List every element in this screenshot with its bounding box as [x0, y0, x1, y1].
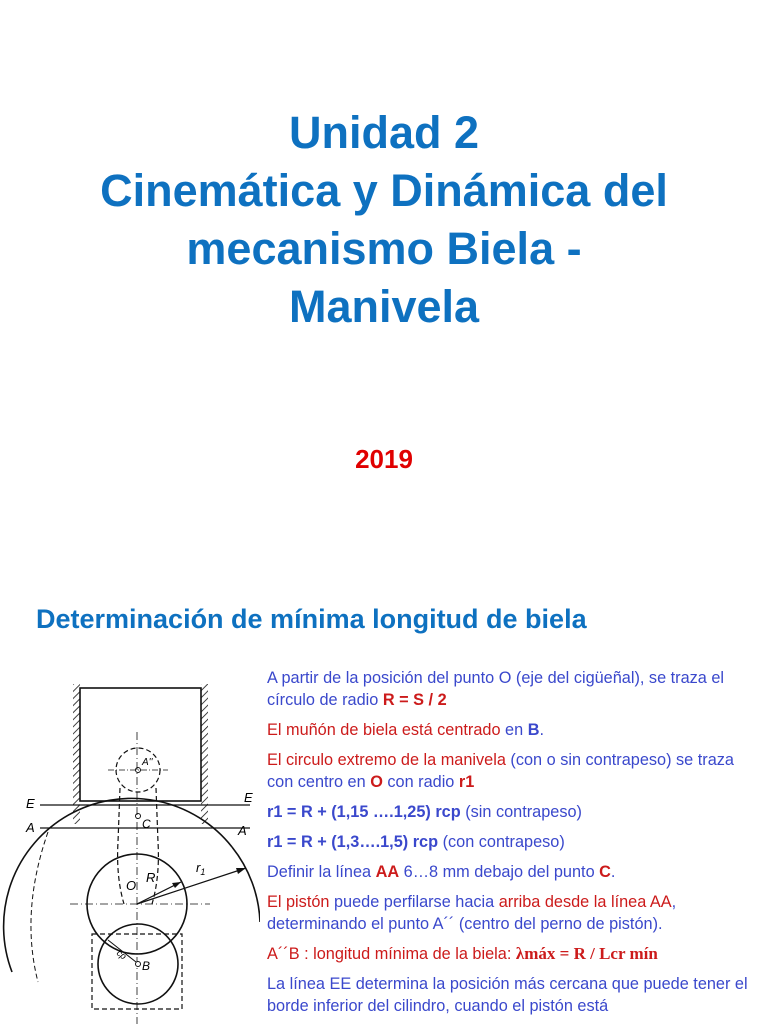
- label-a-double-prime: A'': [142, 757, 153, 768]
- paragraph-8: [267, 943, 762, 965]
- text-run: λmáx = R / Lcr mín: [515, 944, 658, 963]
- text-run: arriba desde la línea AA: [498, 893, 672, 911]
- label-r: R: [146, 870, 156, 885]
- piston-outline: [80, 688, 201, 801]
- text-run: , determinando el punto A´´ (centro del perno de pistón).: [267, 893, 677, 933]
- text-run: AA: [375, 863, 400, 881]
- section-heading: Determinación de mínima longitud de biela: [36, 604, 587, 634]
- text-run: r1 = R + (1,3….1,5) rcp: [267, 833, 439, 851]
- paragraph-3: [267, 749, 762, 793]
- diagram-svg: [0, 672, 260, 1024]
- text-run: en: [505, 721, 528, 739]
- point-b-marker: [136, 962, 141, 967]
- label-a-left: A: [26, 820, 35, 835]
- point-c-marker: [136, 814, 141, 819]
- text-run: (con o sin contrapeso) se traza con centro en: [267, 751, 734, 791]
- cylinder-wall-right: [201, 684, 208, 824]
- text-run: A partir de la posición del punto O (eje del cigüeñal), se traza el círculo de radio: [267, 669, 725, 709]
- title-line-2: Cinemática y Dinámica del: [100, 165, 668, 216]
- text-run: O: [370, 773, 383, 791]
- text-run: El pistón: [267, 893, 334, 911]
- text-run: puede perfilarse hacia: [333, 893, 499, 911]
- label-e-right: E: [244, 790, 253, 805]
- text-run: con radio: [382, 773, 459, 791]
- text-run: 6…8 mm debajo del punto: [399, 863, 600, 881]
- text-run: C: [599, 863, 611, 881]
- text-run: R = S / 2: [382, 691, 447, 709]
- label-b: B: [142, 959, 151, 973]
- slide-title: [0, 104, 768, 336]
- text-run: .: [539, 721, 544, 739]
- paragraph-6: [267, 861, 762, 883]
- paragraph-2: [267, 719, 762, 741]
- title-line-4: Manivela: [288, 281, 480, 332]
- text-run: r1: [458, 773, 475, 791]
- cylinder-wall-left: [73, 684, 80, 824]
- text-run: A´´B : longitud mínima de la biela:: [267, 945, 516, 963]
- slide-year: 2019: [355, 444, 413, 474]
- label-e-left: E: [26, 796, 35, 811]
- text-run: Definir la línea: [267, 863, 376, 881]
- paragraph-5: [267, 831, 762, 853]
- text-run: r1 = R + (1,15 ….1,25) rcp: [267, 803, 461, 821]
- text-run: (sin contrapeso): [460, 803, 582, 821]
- paragraph-7: [267, 891, 762, 935]
- paragraph-4: [267, 801, 762, 823]
- label-o: O: [126, 878, 137, 893]
- crank-mechanism-diagram: [0, 672, 260, 1024]
- label-c: C: [142, 817, 151, 831]
- title-line-1: Unidad 2: [288, 107, 480, 158]
- crank-outer-circle: [4, 798, 232, 972]
- text-run: El circulo extremo de la manivela: [267, 751, 511, 769]
- text-run: .: [610, 863, 616, 881]
- label-a-right: A: [238, 823, 247, 838]
- paragraph-1: [267, 667, 762, 711]
- paragraph-9: [267, 973, 762, 1017]
- explanation-text: [267, 667, 762, 1025]
- label-rcp: cp: [114, 947, 129, 962]
- text-run: El muñón de biela está centrado: [267, 721, 506, 739]
- text-run: La línea EE determina la posición más cercana que puede tener el borde inferior del cilindro, cuando el pistón está: [267, 975, 748, 1015]
- text-run: (con contrapeso): [438, 833, 565, 851]
- text-run: B: [527, 721, 540, 739]
- label-r1: $r_1$: [196, 860, 206, 877]
- title-line-3: mecanismo Biela -: [186, 223, 582, 274]
